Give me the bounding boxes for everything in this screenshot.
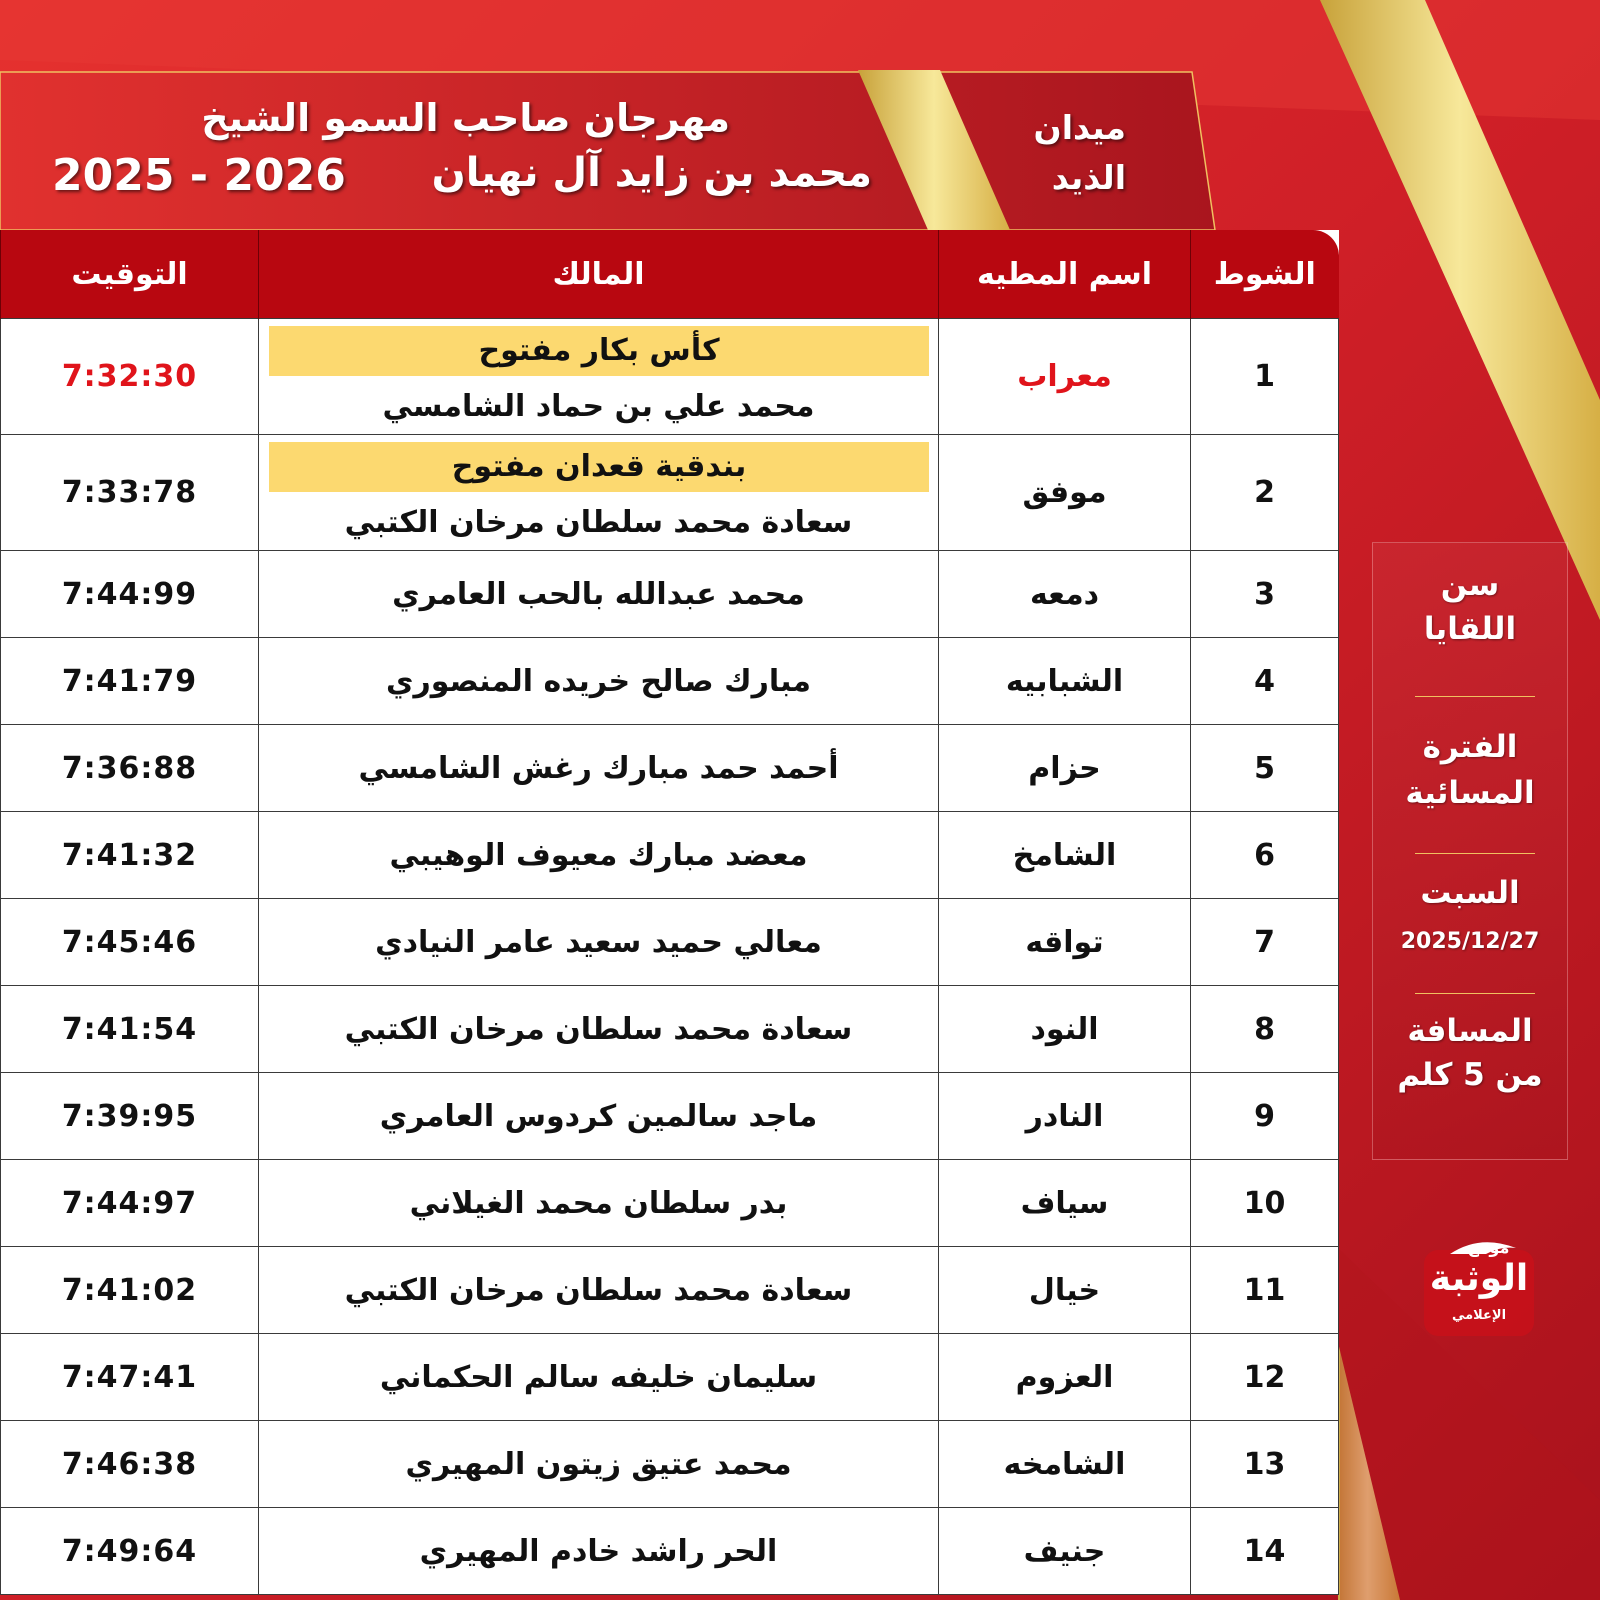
round-number: 5	[1191, 725, 1339, 812]
owner-name: معضد مبارك معيوف الوهيبي	[259, 812, 939, 899]
camel-name: سياف	[939, 1160, 1191, 1247]
round-number: 12	[1191, 1334, 1339, 1421]
table-row	[1, 1160, 1339, 1247]
divider	[1415, 696, 1535, 697]
race-time: 7:45:46	[1, 899, 259, 986]
table-row	[1, 319, 1339, 435]
table-row	[1, 551, 1339, 638]
camel-name: الشامخه	[939, 1421, 1191, 1508]
race-time: 7:46:38	[1, 1421, 259, 1508]
divider	[1415, 993, 1535, 994]
distance-value: من 5 كلم	[1397, 1057, 1543, 1093]
race-info-panel	[1372, 542, 1568, 1160]
round-number: 10	[1191, 1160, 1339, 1247]
owner-name: بدر سلطان محمد الغيلاني	[259, 1160, 939, 1247]
camel-name: معراب	[939, 319, 1191, 435]
race-time: 7:44:99	[1, 551, 259, 638]
sheikh-name: محمد بن زايد آل نهيان	[431, 150, 872, 196]
camel-name: الشبابيه	[939, 638, 1191, 725]
season-years: 2025 - 2026	[52, 150, 346, 201]
table-row	[1, 1421, 1339, 1508]
owner-name: سعادة محمد سلطان مرخان الكتبي	[259, 986, 939, 1073]
race-time: 7:41:54	[1, 986, 259, 1073]
period-value: المسائية	[1405, 775, 1535, 811]
owner-cell	[259, 435, 939, 551]
race-time: 7:41:32	[1, 812, 259, 899]
owner-name: سعادة محمد سلطان مرخان الكتبي	[344, 504, 853, 540]
table-row	[1, 435, 1339, 551]
camel-name: موفق	[939, 435, 1191, 551]
venue-label: ميدان	[1033, 108, 1126, 147]
owner-name: الحر راشد خادم المهيري	[259, 1508, 939, 1595]
camel-name: حزام	[939, 725, 1191, 812]
round-number: 9	[1191, 1073, 1339, 1160]
divider	[1415, 853, 1535, 854]
prize-label: كأس بكار مفتوح	[269, 326, 929, 376]
owner-name: ماجد سالمين كردوس العامري	[259, 1073, 939, 1160]
period-label: الفترة	[1422, 729, 1518, 765]
owner-name: معالي حميد سعيد عامر النيادي	[259, 899, 939, 986]
race-time: 7:47:41	[1, 1334, 259, 1421]
camel-name: تواقه	[939, 899, 1191, 986]
results-table	[0, 230, 1339, 1595]
owner-name: محمد عبدالله بالحب العامري	[259, 551, 939, 638]
distance-label: المسافة	[1407, 1013, 1533, 1049]
round-number: 1	[1191, 319, 1339, 435]
header-camel: اسم المطيه	[939, 230, 1191, 319]
camel-name: النادر	[939, 1073, 1191, 1160]
age-label: سن	[1440, 567, 1500, 603]
owner-name: سليمان خليفه سالم الحكماني	[259, 1334, 939, 1421]
festival-title: مهرجان صاحب السمو الشيخ	[201, 96, 730, 140]
table-row	[1, 1508, 1339, 1595]
race-time: 7:49:64	[1, 1508, 259, 1595]
race-time: 7:44:97	[1, 1160, 259, 1247]
owner-name: محمد عتيق زيتون المهيري	[259, 1421, 939, 1508]
logo-main-text: الوثبة	[1429, 1258, 1529, 1299]
table-row	[1, 1334, 1339, 1421]
round-number: 2	[1191, 435, 1339, 551]
owner-name: محمد علي بن حماد الشامسي	[382, 388, 815, 424]
round-number: 14	[1191, 1508, 1339, 1595]
table-row	[1, 1247, 1339, 1334]
camel-name: جنيف	[939, 1508, 1191, 1595]
camel-name: دمعه	[939, 551, 1191, 638]
venue-name: الذيد	[1051, 158, 1126, 197]
owner-cell	[259, 319, 939, 435]
camel-name: العزوم	[939, 1334, 1191, 1421]
round-number: 3	[1191, 551, 1339, 638]
table-row	[1, 638, 1339, 725]
age-value: اللقايا	[1423, 611, 1517, 647]
race-time: 7:39:95	[1, 1073, 259, 1160]
camel-name: خيال	[939, 1247, 1191, 1334]
table-row	[1, 986, 1339, 1073]
table-header-row	[1, 230, 1339, 319]
round-number: 13	[1191, 1421, 1339, 1508]
prize-label: بندقية قعدان مفتوح	[269, 442, 929, 492]
table-row	[1, 1073, 1339, 1160]
race-time: 7:33:78	[1, 435, 259, 551]
round-number: 6	[1191, 812, 1339, 899]
logo-top-text: موقع	[1468, 1238, 1510, 1257]
table-row	[1, 899, 1339, 986]
race-time: 7:36:88	[1, 725, 259, 812]
owner-name: سعادة محمد سلطان مرخان الكتبي	[259, 1247, 939, 1334]
round-number: 4	[1191, 638, 1339, 725]
race-time: 7:32:30	[1, 319, 259, 435]
round-number: 8	[1191, 986, 1339, 1073]
owner-name: مبارك صالح خريده المنصوري	[259, 638, 939, 725]
round-number: 11	[1191, 1247, 1339, 1334]
camel-name: النود	[939, 986, 1191, 1073]
owner-name: أحمد حمد مبارك رغش الشامسي	[259, 725, 939, 812]
header-time: التوقيت	[1, 230, 259, 319]
race-time: 7:41:02	[1, 1247, 259, 1334]
race-time: 7:41:79	[1, 638, 259, 725]
header-owner: المالك	[259, 230, 939, 319]
race-date: 2025/12/27	[1400, 929, 1540, 954]
race-day: السبت	[1420, 875, 1520, 911]
camel-name: الشامخ	[939, 812, 1191, 899]
round-number: 7	[1191, 899, 1339, 986]
alwathba-logo	[1420, 1236, 1538, 1340]
logo-sub-text: الإعلامي	[1451, 1308, 1507, 1323]
table-row	[1, 725, 1339, 812]
header-round: الشوط	[1191, 230, 1339, 319]
table-row	[1, 812, 1339, 899]
